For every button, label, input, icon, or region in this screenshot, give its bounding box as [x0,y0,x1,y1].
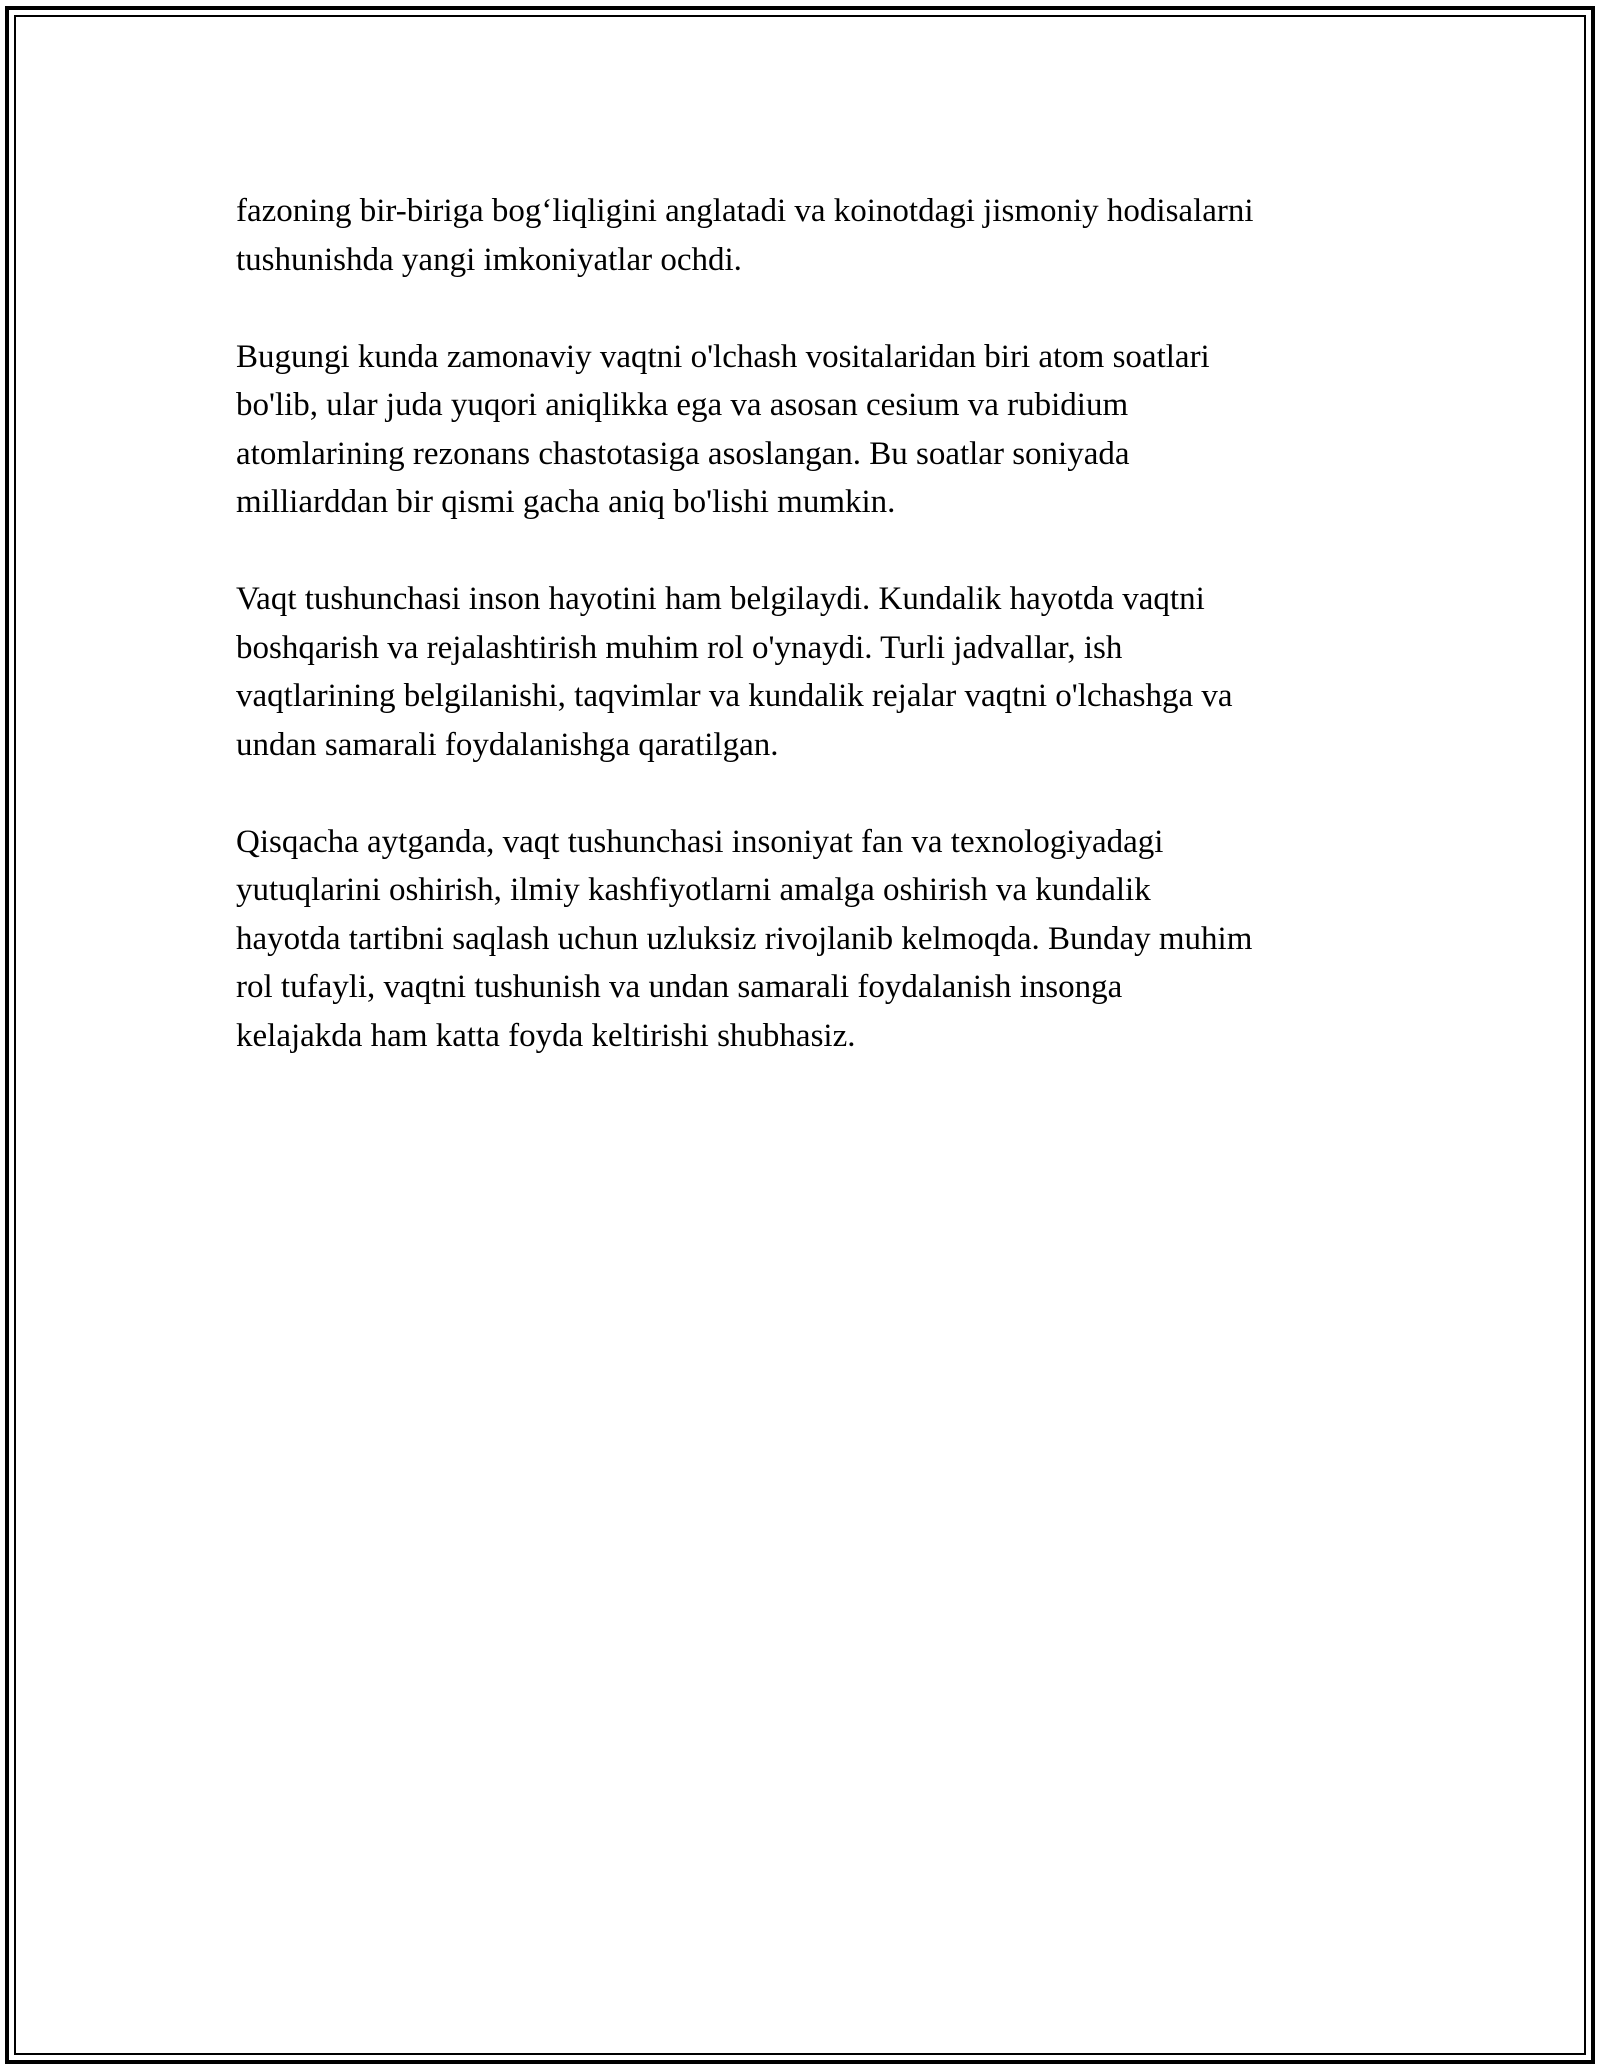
text-line: hayotda tartibni saqlash uchun uzluksiz rivojlanib kelmoqda. Bunday muhim [236,920,1253,957]
text-line: rol tufayli, vaqtni tushunish va undan samarali foydalanish insonga [236,969,1123,1005]
text-line: Bugungi kunda zamonaviy vaqtni o'lchash vositalaridan biri atom soatlari [236,338,1210,375]
text-line: fazoning bir-biriga bog‘liqligini anglatadi va koinotdagi jismoniy hodisalarni [236,193,1254,229]
paragraph-4 [236,818,1376,1061]
text-line: vaqtlarining belgilanishi, taqvimlar va kundalik rejalar vaqtni o'lchashga va [236,678,1233,714]
text-line: kelajakda ham katta foyda keltirishi shubhasiz. [236,1017,856,1054]
paragraph-3 [236,575,1376,769]
text-line: atomlarining rezonans chastotasiga asoslangan. Bu soatlar soniyada [236,435,1130,472]
text-line: bo'lib, ular juda yuqori aniqlikka ega va asosan cesium va rubidium [236,387,1129,423]
text-line: Vaqt tushunchasi inson hayotini ham belgilaydi. Kundalik hayotda vaqtni [236,581,1205,617]
paragraph-1 [236,187,1376,284]
text-line: milliarddan bir qismi gacha aniq bo'lishi mumkin. [236,484,896,520]
text-line: undan samarali foydalanishga qaratilgan. [236,726,779,763]
text-line: tushunishda yangi imkoniyatlar ochdi. [236,241,742,278]
text-line: Qisqacha aytganda, vaqt tushunchasi insoniyat fan va texnologiyadagi [236,823,1164,860]
paragraph-2 [236,333,1376,527]
document-body [236,187,1376,1109]
text-line: boshqarish va rejalashtirish muhim rol o'ynaydi. Turli jadvallar, ish [236,629,1123,666]
text-line: yutuqlarini oshirish, ilmiy kashfiyotlarni amalga oshirish va kundalik [236,872,1151,908]
